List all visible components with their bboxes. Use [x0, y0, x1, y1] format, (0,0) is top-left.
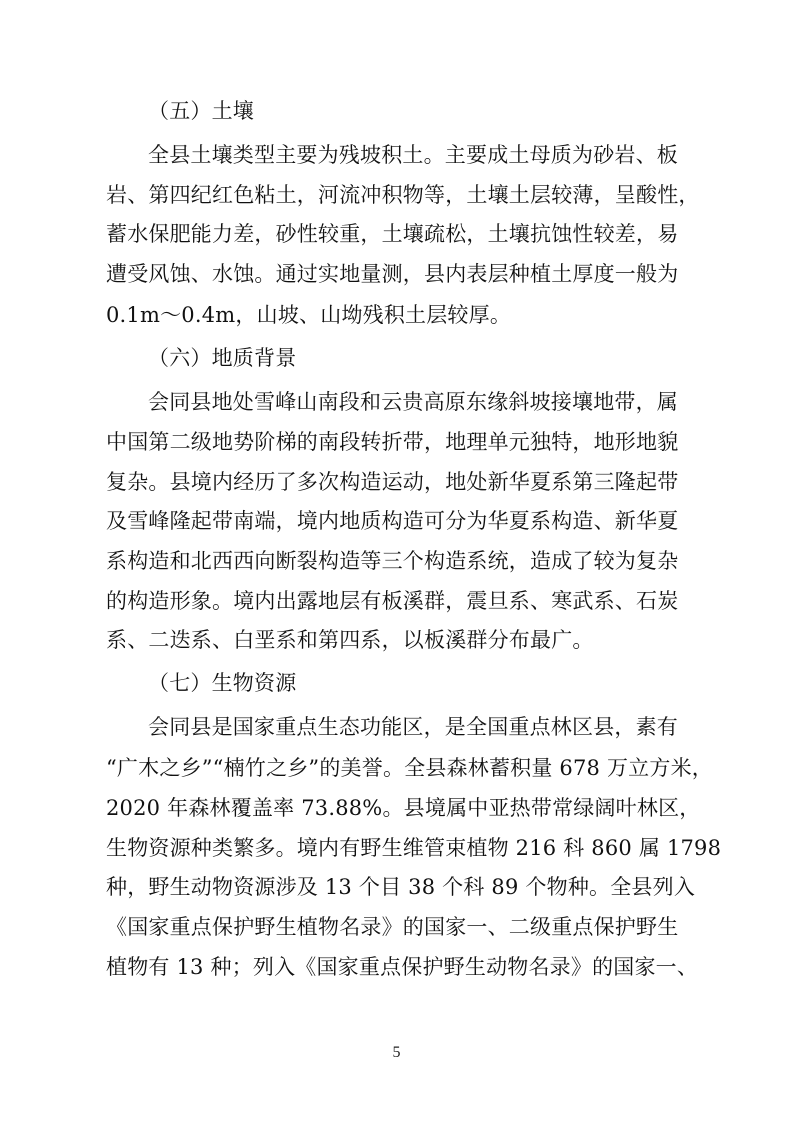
paragraph-line: 系构造和北西西向断裂构造等三个构造系统，造成了较为复杂 [106, 549, 679, 573]
paragraph-line: 会同县是国家重点生态功能区，是全国重点林区县，素有 [148, 715, 678, 739]
paragraph-line: 中国第二级地势阶梯的南段转折带，地理单元独特，地形地貌 [106, 430, 679, 454]
paragraph-line: 复杂。县境内经历了多次构造运动，地处新华夏系第三隆起带 [106, 470, 679, 494]
paragraph-line: 蓄水保肥能力差，砂性较重，土壤疏松，土壤抗蚀性较差，易 [106, 222, 679, 246]
paragraph-line: 遭受风蚀、水蚀。通过实地量测，县内表层种植土厚度一般为 [106, 262, 679, 286]
paragraph-line: 岩、第四纪红色粘土，河流冲积物等，土壤土层较薄，呈酸性， [106, 183, 700, 207]
paragraph-line: 种，野生动物资源涉及 13 个目 38 个科 89 个物种。全县列入 [106, 875, 696, 899]
paragraph-line: 及雪峰隆起带南端，境内地质构造可分为华夏系构造、新华夏 [106, 509, 679, 533]
paragraph-line: 系、二迭系、白垩系和第四系，以板溪群分布最广。 [106, 628, 594, 652]
paragraph-line: 生物资源种类繁多。境内有野生维管束植物 216 科 860 属 1798 [106, 836, 722, 860]
paragraph-line: 的构造形象。境内出露地层有板溪群，震旦系、寒武系、石炭 [106, 589, 679, 613]
paragraph-line: 会同县地处雪峰山南段和云贵高原东缘斜坡接壤地带，属 [148, 390, 678, 414]
page-number: 5 [392, 1044, 401, 1061]
paragraph-line: 植物有 13 种；列入《国家重点保护野生动物名录》的国家一、 [106, 955, 699, 979]
section-heading-geology: （六）地质背景 [148, 346, 297, 370]
section-heading-soil: （五）土壤 [148, 99, 254, 123]
paragraph-line: 0.1m～0.4m，山坡、山坳残积土层较厚。 [106, 303, 512, 327]
paragraph-line: 《国家重点保护野生植物名录》的国家一、二级重点保护野生 [106, 915, 679, 939]
paragraph-line: 2020 年森林覆盖率 73.88%。县境属中亚热带常绿阔叶林区， [106, 796, 701, 820]
section-heading-biology: （七）生物资源 [148, 671, 297, 695]
paragraph-line: “广木之乡”“楠竹之乡”的美誉。全县森林蓄积量 678 万立方米， [106, 756, 713, 780]
paragraph-line: 全县土壤类型主要为残坡积土。主要成土母质为砂岩、板 [148, 143, 678, 167]
